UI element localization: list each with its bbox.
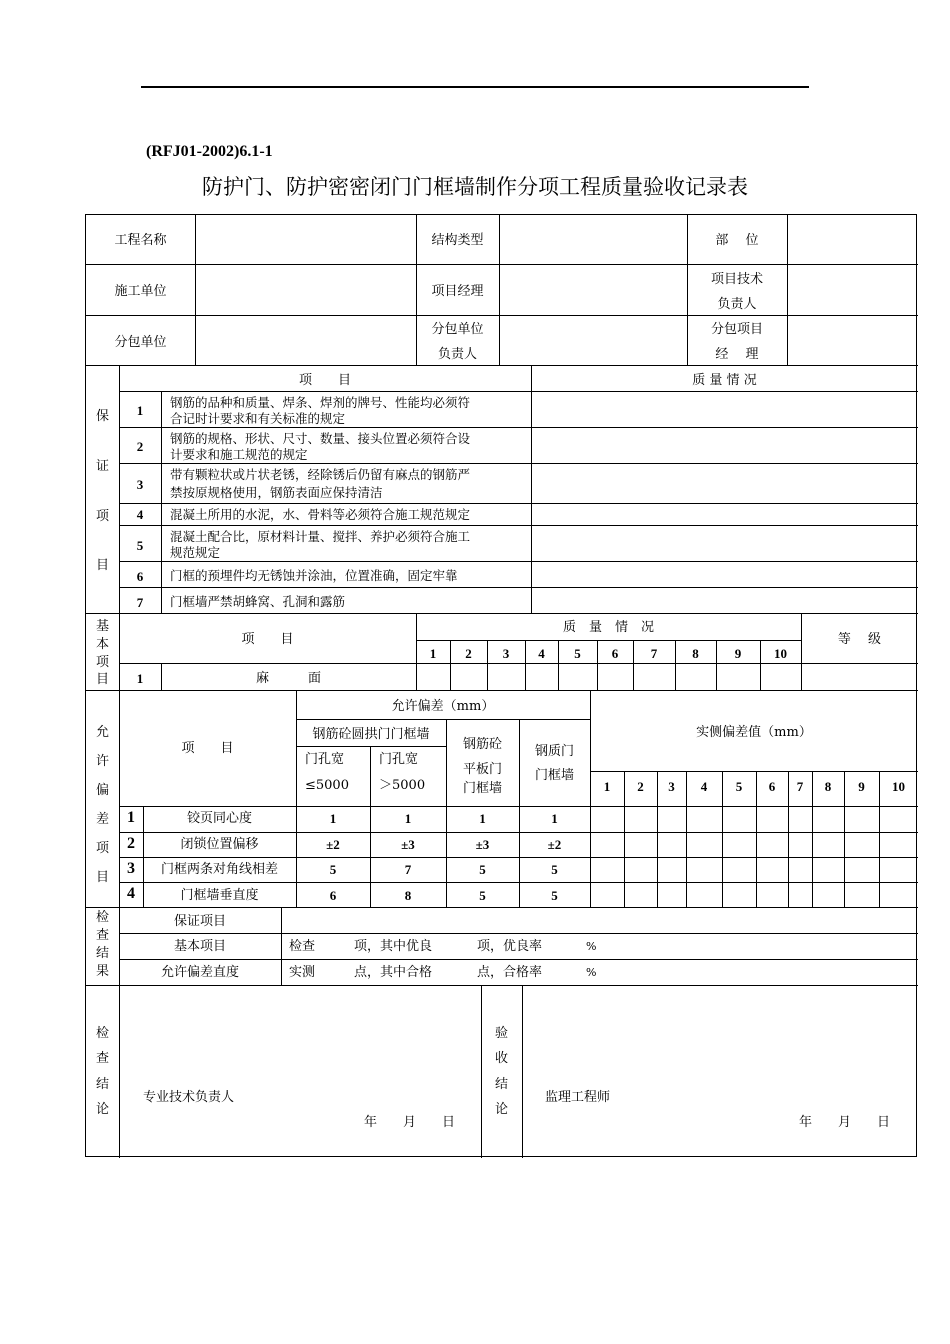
deviation-result-pct: % [586, 966, 597, 979]
guarantee-side-char: 证 [95, 459, 109, 474]
structure-type-label: 结构类型 [431, 233, 484, 248]
deviation-row-name: 门框两条对角线相差 [160, 862, 278, 877]
guarantee-row-text: 规范规定 [170, 545, 221, 560]
basic-item-header: 项 目 [241, 632, 294, 647]
door-width-value: ＞5000 [379, 778, 426, 793]
rule [481, 985, 482, 1158]
basic-result-pct: % [586, 940, 597, 953]
basic-col-no: 1 [429, 646, 437, 661]
measured-cells[interactable] [591, 883, 917, 906]
guarantee-row-text: 钢筋的规格、形状、尺寸、数量、接头位置必须符合设 [170, 431, 471, 446]
guarantee-quality-field[interactable] [532, 504, 917, 524]
sub-manager-label-2: 经 理 [715, 347, 759, 362]
basic-row-name: 麻 面 [255, 671, 321, 686]
inspection-form-table [85, 214, 917, 1157]
basic-col-no: 3 [502, 646, 510, 661]
basic-result-text: 检查 [289, 939, 316, 954]
sub-manager-field[interactable] [788, 316, 916, 364]
measured-col-no: 3 [668, 779, 675, 794]
flat-door-label: 门框墙 [462, 781, 502, 796]
guarantee-row-text: 计要求和施工规范的规定 [170, 447, 308, 462]
measured-col-no: 5 [735, 779, 743, 794]
construction-unit-label: 施工单位 [114, 284, 167, 299]
deviation-result-label: 允许偏差直度 [160, 965, 239, 980]
basic-col-no: 9 [734, 646, 742, 661]
project-name-field[interactable] [196, 216, 415, 263]
deviation-value: ±2 [326, 837, 340, 852]
guarantee-quality-field[interactable] [532, 588, 917, 612]
rule [296, 746, 446, 747]
deviation-value: 1 [479, 811, 486, 826]
guarantee-side-char: 保 [95, 409, 109, 424]
check-date: 年 月 日 [364, 1115, 456, 1130]
deviation-value: 5 [479, 862, 486, 877]
project-manager-label: 项目经理 [431, 284, 484, 299]
check-side-char: 检 [95, 910, 109, 925]
position-label: 部 位 [715, 233, 759, 248]
basic-col-no: 7 [650, 646, 658, 661]
deviation-value: 5 [329, 862, 337, 877]
accept-date: 年 月 日 [799, 1115, 891, 1130]
measured-col-no: 2 [637, 779, 644, 794]
sub-lead-label-2: 负责人 [437, 347, 477, 362]
accept-conclusion-char: 结 [494, 1077, 508, 1092]
allow-deviation-header: 允许偏差（mm） [391, 699, 495, 714]
guarantee-quality-field[interactable] [532, 392, 917, 426]
guarantee-row-no: 6 [136, 569, 144, 584]
arch-header: 钢筋砼圆拱门门框墙 [312, 727, 430, 742]
door-width-label: 门孔宽 [305, 752, 345, 767]
guarantee-quality-field[interactable] [532, 526, 917, 560]
check-conclusion-char: 检 [95, 1026, 109, 1041]
deviation-result-text: 实测 [289, 965, 316, 980]
guarantee-row-text: 带有颗粒状或片状老锈，经除锈后仍留有麻点的钢筋严 [170, 467, 471, 482]
accept-conclusion-field[interactable] [523, 986, 917, 1157]
accept-conclusion-char: 收 [494, 1051, 508, 1066]
measured-col-no: 8 [824, 779, 832, 794]
basic-grade-header: 等 级 [837, 632, 882, 647]
guarantee-row-no: 3 [136, 477, 144, 492]
measured-cells[interactable] [591, 833, 917, 856]
deviation-result-text: 点，合格率 [477, 965, 543, 980]
deviation-row-name: 门框墙垂直度 [180, 888, 259, 903]
measured-col-no: 1 [603, 779, 611, 794]
deviation-side-char: 差 [95, 812, 109, 827]
guarantee-item-header: 项 目 [298, 373, 351, 388]
deviation-value: 8 [404, 888, 412, 903]
deviation-value: 6 [329, 888, 337, 903]
measured-col-no: 9 [858, 779, 865, 794]
deviation-value: ±3 [475, 837, 490, 852]
deviation-item-header: 项 目 [181, 741, 234, 756]
subcontractor-label: 分包单位 [114, 335, 167, 350]
rule [86, 613, 918, 614]
deviation-row-no: 2 [127, 835, 135, 852]
guarantee-quality-field[interactable] [532, 428, 917, 462]
rule [119, 933, 918, 934]
project-name-label: 工程名称 [114, 233, 167, 248]
check-side-char: 结 [95, 946, 109, 961]
basic-side-char: 目 [95, 672, 109, 687]
guarantee-row-text: 混凝土所用的水泥，水、骨料等必须符合施工规范规定 [170, 507, 471, 522]
tech-lead-signature-label: 专业技术负责人 [143, 1090, 235, 1105]
guarantee-row-text: 禁按原规格使用，钢筋表面应保持清洁 [170, 485, 383, 500]
basic-col-no: 4 [538, 646, 545, 661]
check-conclusion-char: 论 [95, 1102, 109, 1117]
measured-col-no: 10 [892, 779, 905, 794]
rule [86, 690, 918, 691]
deviation-value: 1 [329, 811, 337, 826]
structure-type-field[interactable] [500, 216, 686, 263]
deviation-row-name: 闭锁位置偏移 [180, 837, 259, 852]
basic-result-text: 项，其中优良 [354, 939, 433, 954]
measured-header: 实侧偏差值（mm） [696, 725, 812, 740]
basic-col-no: 5 [574, 646, 581, 661]
basic-col-no: 6 [611, 646, 619, 661]
deviation-value: ±2 [547, 837, 562, 852]
guarantee-row-text: 合记时计要求和有关标准的规定 [170, 411, 346, 426]
basic-col-no: 2 [465, 646, 472, 661]
deviation-value: 1 [404, 811, 412, 826]
basic-side-char: 基 [95, 619, 109, 634]
tech-lead-label-2: 负责人 [717, 297, 757, 312]
check-conclusion-char: 结 [95, 1077, 109, 1092]
door-width-value: ≤5000 [305, 778, 349, 793]
deviation-row-no: 4 [127, 885, 135, 902]
basic-quality-cells[interactable] [417, 664, 800, 689]
basic-result-label: 基本项目 [173, 939, 226, 954]
top-rule [141, 86, 809, 88]
steel-door-label: 钢质门 [534, 744, 574, 759]
guarantee-row-text: 混凝土配合比，原材料计量、搅拌、养护必须符合施工 [170, 529, 471, 544]
rule [86, 365, 918, 366]
measured-col-no: 7 [796, 779, 804, 794]
deviation-value: 1 [551, 811, 558, 826]
accept-conclusion-char: 验 [494, 1026, 508, 1041]
supervisor-signature-label: 监理工程师 [545, 1090, 611, 1105]
guarantee-side-char: 项 [95, 509, 109, 524]
flat-door-label: 钢筋砼 [462, 737, 502, 752]
basic-col-no: 8 [692, 646, 699, 661]
tech-lead-label: 项目技术 [710, 272, 763, 287]
guarantee-row-no: 7 [136, 595, 144, 610]
rule [161, 391, 162, 613]
check-conclusion-char: 查 [95, 1051, 109, 1066]
guarantee-result-label: 保证项目 [173, 914, 226, 929]
check-side-char: 查 [95, 928, 109, 943]
measured-cells[interactable] [591, 858, 917, 881]
measured-cells[interactable] [591, 807, 917, 831]
guarantee-row-no: 4 [136, 507, 144, 522]
deviation-side-char: 项 [95, 841, 109, 856]
tech-lead-field[interactable] [788, 265, 916, 314]
deviation-value: ±3 [401, 837, 415, 852]
sub-lead-field[interactable] [500, 316, 686, 364]
deviation-value: 5 [479, 888, 486, 903]
subcontractor-field[interactable] [196, 316, 415, 364]
form-title: 防护门、防护密密闭门门框墙制作分项工程质量验收记录表 [202, 175, 748, 199]
basic-side-char: 项 [95, 655, 109, 670]
deviation-side-char: 许 [95, 754, 109, 769]
basic-quality-header: 质 量 情 况 [562, 620, 654, 635]
guarantee-row-no: 1 [136, 403, 144, 418]
door-width-label: 门孔宽 [379, 752, 419, 767]
guarantee-row-no: 5 [136, 538, 144, 553]
basic-grade-field[interactable] [802, 664, 917, 689]
basic-side-char: 本 [95, 637, 109, 652]
sub-lead-label: 分包单位 [431, 322, 484, 337]
guarantee-side-char: 目 [95, 558, 109, 573]
deviation-result-text: 点，其中合格 [354, 965, 433, 980]
guarantee-row-no: 2 [136, 439, 144, 454]
construction-unit-field[interactable] [196, 265, 415, 314]
deviation-row-name: 铰页同心度 [186, 811, 252, 826]
flat-door-label: 平板门 [462, 762, 502, 777]
deviation-value: 7 [404, 862, 412, 877]
guarantee-row-text: 门框墙严禁胡蜂窝、孔洞和露筋 [170, 594, 346, 609]
guarantee-result-field[interactable] [282, 908, 917, 932]
deviation-side-char: 允 [95, 725, 109, 740]
rule [119, 959, 918, 960]
deviation-side-char: 目 [95, 870, 109, 885]
deviation-side-char: 偏 [95, 783, 109, 798]
check-conclusion-field[interactable] [120, 986, 480, 1157]
basic-col-no: 10 [774, 646, 787, 661]
deviation-value: 5 [551, 888, 558, 903]
deviation-row-no: 3 [127, 860, 135, 877]
basic-row-no: 1 [136, 671, 144, 686]
position-field[interactable] [788, 216, 916, 263]
measured-col-no: 4 [700, 779, 708, 794]
guarantee-quality-field[interactable] [532, 562, 917, 586]
deviation-value: 5 [551, 862, 558, 877]
rule [590, 771, 918, 772]
measured-col-no: 6 [768, 779, 776, 794]
form-code: (RFJ01-2002)6.1-1 [146, 143, 273, 160]
guarantee-quality-field[interactable] [532, 464, 917, 502]
sub-manager-label: 分包项目 [710, 322, 763, 337]
check-side-char: 果 [95, 964, 109, 979]
rule [296, 719, 590, 720]
project-manager-field[interactable] [500, 265, 686, 314]
rule [416, 640, 801, 641]
deviation-row-no: 1 [127, 809, 135, 826]
guarantee-row-text: 门框的预埋件均无锈蚀并涂油，位置准确，固定牢靠 [170, 568, 458, 583]
accept-conclusion-char: 论 [494, 1102, 508, 1117]
guarantee-row-text: 钢筋的品种和质量、焊条、焊剂的牌号、性能均必须符 [170, 395, 471, 410]
guarantee-quality-header: 质 量 情 况 [692, 373, 757, 388]
steel-door-label: 门框墙 [534, 768, 574, 783]
basic-result-text: 项，优良率 [477, 939, 543, 954]
